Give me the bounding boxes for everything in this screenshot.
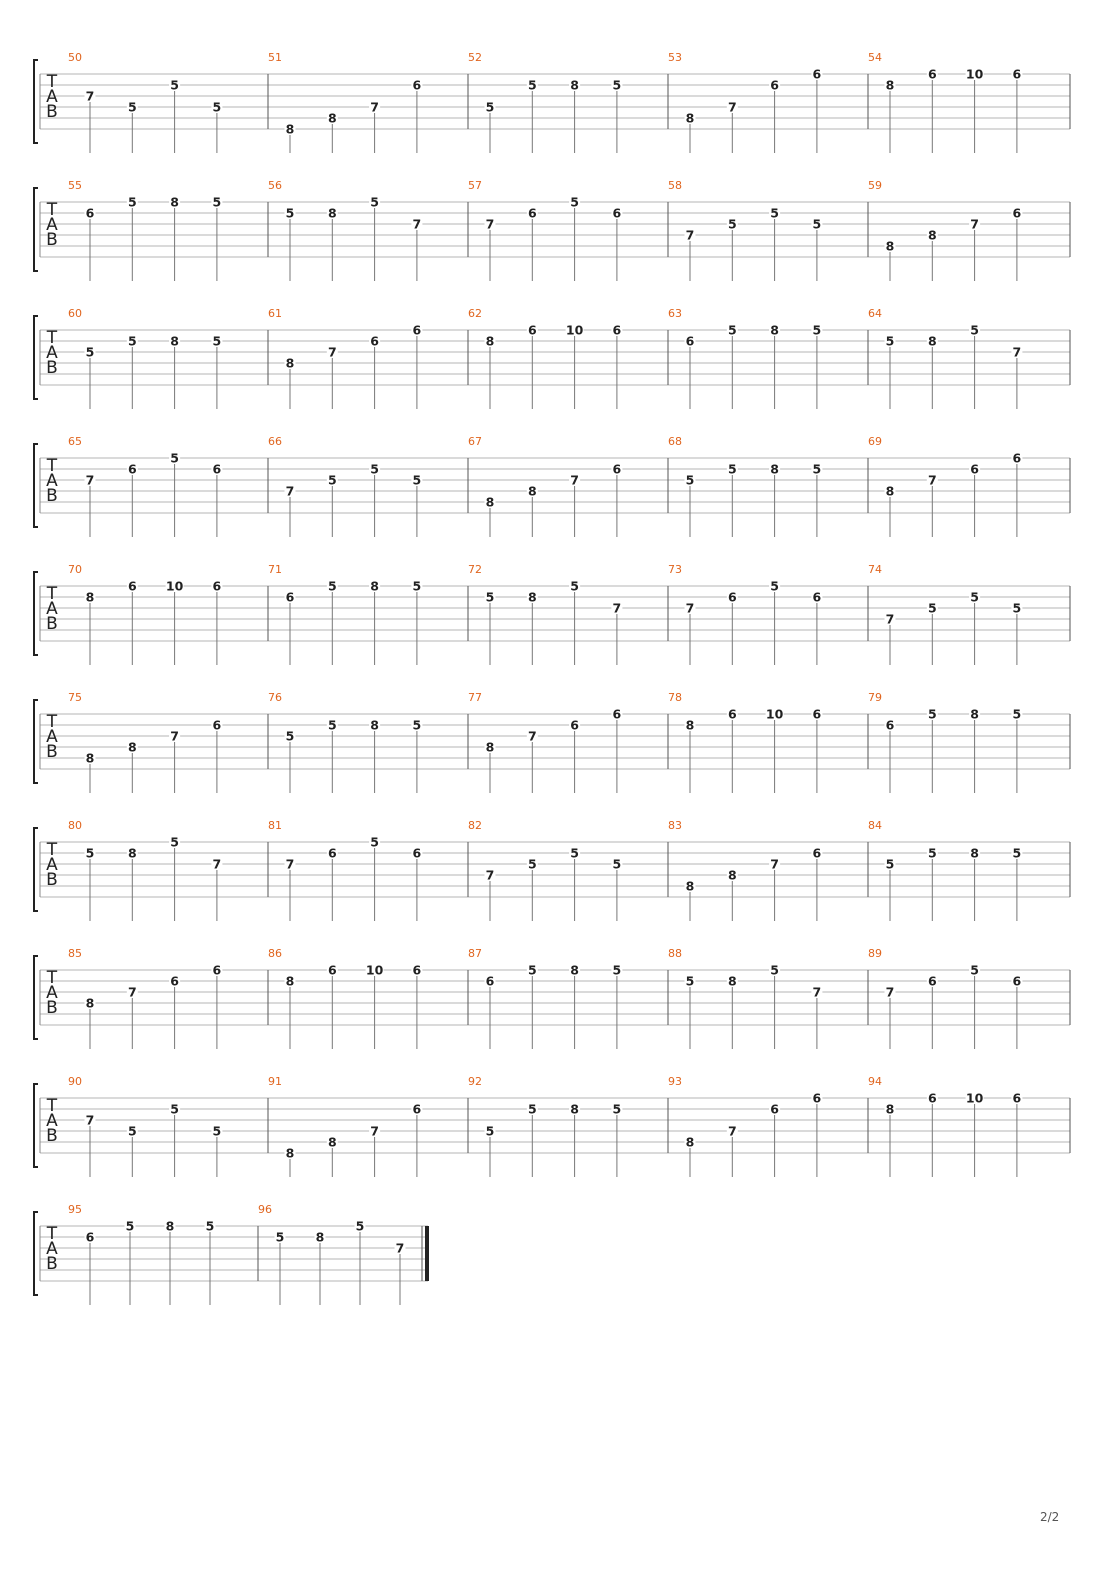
fret-number: 7 — [1012, 344, 1022, 360]
fret-number: 8 — [85, 995, 95, 1011]
system-bracket — [34, 444, 38, 527]
fret-number: 6 — [685, 333, 695, 349]
fret-number: 8 — [527, 483, 537, 499]
fret-number: 6 — [412, 1101, 422, 1117]
fret-number: 6 — [927, 973, 937, 989]
fret-number: 6 — [1012, 973, 1022, 989]
fret-number: 7 — [527, 728, 537, 744]
measure-number: 96 — [258, 1203, 272, 1216]
fret-number: 7 — [727, 99, 737, 115]
tab-clef-letter: A — [46, 343, 58, 363]
fret-number: 5 — [212, 99, 222, 115]
measure-number: 94 — [868, 1075, 882, 1088]
measure-number: 90 — [68, 1075, 82, 1088]
fret-number: 5 — [485, 99, 495, 115]
fret-number: 5 — [812, 216, 822, 232]
fret-number: 6 — [927, 66, 937, 82]
tab-system — [34, 819, 1070, 921]
fret-number: 5 — [927, 600, 937, 616]
measure-number: 70 — [68, 563, 82, 576]
fret-number: 5 — [127, 99, 137, 115]
tab-clef-letter: B — [46, 230, 58, 250]
tab-clef-letter: A — [46, 855, 58, 875]
measure-number: 88 — [668, 947, 682, 960]
fret-number: 6 — [812, 66, 822, 82]
fret-number: 6 — [727, 706, 737, 722]
fret-number: 8 — [327, 1134, 337, 1150]
fret-number: 5 — [212, 194, 222, 210]
fret-number: 5 — [205, 1218, 215, 1234]
measure-number: 75 — [68, 691, 82, 704]
measure-number: 64 — [868, 307, 882, 320]
measure-number: 69 — [868, 435, 882, 448]
fret-number: 6 — [327, 962, 337, 978]
measure-number: 73 — [668, 563, 682, 576]
tab-system — [34, 563, 1070, 665]
measure-number: 91 — [268, 1075, 282, 1088]
measure-number: 84 — [868, 819, 882, 832]
measure-number: 85 — [68, 947, 82, 960]
tab-clef-letter: B — [46, 102, 58, 122]
fret-number: 6 — [1012, 66, 1022, 82]
fret-number: 8 — [285, 973, 295, 989]
fret-number: 5 — [355, 1218, 365, 1234]
fret-number: 5 — [485, 589, 495, 605]
fret-number: 6 — [812, 589, 822, 605]
tab-system — [34, 691, 1070, 793]
fret-number: 5 — [527, 856, 537, 872]
fret-number: 8 — [165, 1218, 175, 1234]
fret-number: 7 — [885, 984, 895, 1000]
system-bracket — [34, 1084, 38, 1167]
system-bracket — [34, 188, 38, 271]
tab-clef-letter: T — [46, 1224, 58, 1244]
fret-number: 8 — [570, 962, 579, 978]
fret-number: 6 — [1012, 450, 1022, 466]
fret-number: 6 — [327, 845, 337, 861]
tab-system — [34, 947, 1070, 1049]
measure-number: 61 — [268, 307, 282, 320]
fret-number: 8 — [970, 706, 979, 722]
fret-number: 5 — [612, 77, 622, 93]
fret-number: 7 — [770, 856, 779, 872]
fret-number: 5 — [125, 1218, 135, 1234]
fret-number: 5 — [370, 194, 379, 210]
fret-number: 7 — [327, 344, 337, 360]
fret-number: 6 — [770, 1101, 779, 1117]
measure-number: 82 — [468, 819, 482, 832]
fret-number: 7 — [570, 472, 579, 488]
fret-number: 6 — [412, 77, 422, 93]
fret-number: 7 — [485, 867, 495, 883]
tab-clef-letter: A — [46, 727, 58, 747]
fret-number: 8 — [927, 227, 937, 243]
fret-number: 8 — [970, 845, 979, 861]
fret-number: 7 — [212, 856, 222, 872]
page-number: 2/2 — [1040, 1510, 1060, 1524]
fret-number: 6 — [612, 706, 622, 722]
fret-number: 8 — [285, 1145, 295, 1161]
measure-number: 86 — [268, 947, 282, 960]
fret-number: 8 — [127, 845, 137, 861]
measure-number: 52 — [468, 51, 482, 64]
fret-number: 5 — [970, 589, 979, 605]
fret-number: 8 — [370, 717, 379, 733]
final-barline-thick — [425, 1226, 429, 1281]
tab-clef-letter: B — [46, 1126, 58, 1146]
fret-number: 5 — [370, 834, 379, 850]
fret-number: 10 — [965, 66, 984, 82]
tab-clef-letter: A — [46, 87, 58, 107]
fret-number: 6 — [127, 461, 137, 477]
fret-number: 5 — [970, 322, 979, 338]
measure-number: 65 — [68, 435, 82, 448]
fret-number: 5 — [727, 461, 737, 477]
fret-number: 7 — [85, 1112, 95, 1128]
system-bracket — [34, 316, 38, 399]
tab-clef-letter: B — [46, 870, 58, 890]
fret-number: 8 — [685, 878, 695, 894]
tab-system — [34, 179, 1070, 281]
tab-clef-letter: B — [46, 998, 58, 1018]
fret-number: 7 — [812, 984, 822, 1000]
measure-number: 56 — [268, 179, 282, 192]
fret-number: 5 — [685, 973, 695, 989]
measure-number: 53 — [668, 51, 682, 64]
fret-number: 5 — [370, 461, 379, 477]
tab-clef-letter: T — [46, 72, 58, 92]
fret-number: 7 — [285, 483, 295, 499]
measure-number: 58 — [668, 179, 682, 192]
fret-number: 8 — [127, 739, 137, 755]
fret-number: 8 — [727, 867, 737, 883]
measure-number: 93 — [668, 1075, 682, 1088]
tab-clef-letter: A — [46, 599, 58, 619]
measure-number: 57 — [468, 179, 482, 192]
fret-number: 6 — [285, 589, 295, 605]
tab-clef-letter: B — [46, 614, 58, 634]
measure-number: 87 — [468, 947, 482, 960]
measure-number: 50 — [68, 51, 82, 64]
fret-number: 5 — [212, 1123, 222, 1139]
fret-number: 5 — [127, 333, 137, 349]
fret-number: 6 — [412, 322, 422, 338]
measure-number: 81 — [268, 819, 282, 832]
fret-number: 6 — [770, 77, 779, 93]
fret-number: 8 — [885, 238, 895, 254]
fret-number: 6 — [85, 205, 95, 221]
fret-number: 5 — [812, 322, 822, 338]
fret-number: 5 — [412, 472, 422, 488]
fret-number: 7 — [927, 472, 937, 488]
fret-number: 5 — [85, 344, 95, 360]
fret-number: 6 — [612, 461, 622, 477]
fret-number: 5 — [885, 856, 895, 872]
fret-number: 5 — [327, 578, 337, 594]
fret-number: 8 — [170, 333, 179, 349]
fret-number: 5 — [327, 472, 337, 488]
fret-number: 7 — [685, 600, 695, 616]
fret-number: 6 — [570, 717, 579, 733]
fret-number: 8 — [485, 333, 495, 349]
fret-number: 5 — [527, 77, 537, 93]
fret-number: 6 — [527, 205, 537, 221]
fret-number: 5 — [275, 1229, 285, 1245]
tab-system — [34, 307, 1070, 409]
measure-number: 59 — [868, 179, 882, 192]
fret-number: 5 — [527, 1101, 537, 1117]
fret-number: 5 — [170, 1101, 179, 1117]
fret-number: 8 — [685, 717, 695, 733]
fret-number: 6 — [812, 845, 822, 861]
system-bracket — [34, 1212, 38, 1295]
fret-number: 8 — [885, 483, 895, 499]
fret-number: 5 — [412, 717, 422, 733]
measure-number: 95 — [68, 1203, 82, 1216]
fret-number: 5 — [770, 962, 779, 978]
fret-number: 8 — [885, 77, 895, 93]
measure-number: 60 — [68, 307, 82, 320]
fret-number: 8 — [485, 739, 495, 755]
fret-number: 5 — [612, 962, 622, 978]
fret-number: 7 — [395, 1240, 405, 1256]
fret-number: 8 — [285, 355, 295, 371]
fret-number: 5 — [727, 216, 737, 232]
fret-number: 8 — [315, 1229, 325, 1245]
tab-system — [34, 435, 1070, 537]
fret-number: 5 — [970, 962, 979, 978]
fret-number: 6 — [612, 205, 622, 221]
fret-number: 7 — [727, 1123, 737, 1139]
fret-number: 5 — [412, 578, 422, 594]
tab-clef-letter: T — [46, 712, 58, 732]
tab-clef-letter: T — [46, 328, 58, 348]
fret-number: 5 — [1012, 706, 1022, 722]
fret-number: 5 — [570, 194, 579, 210]
tab-clef-letter: T — [46, 584, 58, 604]
tab-clef-letter: T — [46, 968, 58, 988]
fret-number: 5 — [570, 845, 579, 861]
fret-number: 10 — [165, 578, 184, 594]
system-bracket — [34, 700, 38, 783]
fret-number: 5 — [927, 706, 937, 722]
fret-number: 8 — [570, 1101, 579, 1117]
measure-number: 51 — [268, 51, 282, 64]
fret-number: 8 — [527, 589, 537, 605]
fret-number: 6 — [885, 717, 895, 733]
measure-number: 54 — [868, 51, 882, 64]
fret-number: 7 — [170, 728, 179, 744]
fret-number: 5 — [1012, 600, 1022, 616]
system-bracket — [34, 60, 38, 143]
fret-number: 7 — [685, 227, 695, 243]
fret-number: 7 — [885, 611, 895, 627]
measure-number: 67 — [468, 435, 482, 448]
measure-number: 71 — [268, 563, 282, 576]
tab-clef-letter: A — [46, 983, 58, 1003]
fret-number: 6 — [370, 333, 379, 349]
fret-number: 6 — [212, 717, 222, 733]
fret-number: 8 — [927, 333, 937, 349]
fret-number: 8 — [327, 110, 337, 126]
fret-number: 5 — [170, 450, 179, 466]
measure-number: 78 — [668, 691, 682, 704]
measure-number: 63 — [668, 307, 682, 320]
fret-number: 7 — [485, 216, 495, 232]
fret-number: 6 — [485, 973, 495, 989]
fret-number: 7 — [285, 856, 295, 872]
fret-number: 8 — [685, 1134, 695, 1150]
fret-number: 8 — [370, 578, 379, 594]
measure-number: 83 — [668, 819, 682, 832]
measure-number: 79 — [868, 691, 882, 704]
fret-number: 5 — [127, 194, 137, 210]
fret-number: 5 — [727, 322, 737, 338]
fret-number: 6 — [812, 706, 822, 722]
fret-number: 8 — [685, 110, 695, 126]
tab-clef-letter: A — [46, 1239, 58, 1259]
measure-number: 77 — [468, 691, 482, 704]
fret-number: 5 — [927, 845, 937, 861]
fret-number: 6 — [1012, 205, 1022, 221]
measure-number: 72 — [468, 563, 482, 576]
fret-number: 7 — [85, 472, 95, 488]
fret-number: 7 — [85, 88, 95, 104]
fret-number: 5 — [685, 472, 695, 488]
tab-system — [34, 1203, 429, 1305]
measure-number: 92 — [468, 1075, 482, 1088]
fret-number: 7 — [970, 216, 979, 232]
fret-number: 7 — [370, 99, 379, 115]
fret-number: 10 — [365, 962, 384, 978]
fret-number: 8 — [170, 194, 179, 210]
fret-number: 8 — [770, 461, 779, 477]
fret-number: 10 — [765, 706, 784, 722]
fret-number: 7 — [370, 1123, 379, 1139]
measure-number: 66 — [268, 435, 282, 448]
fret-number: 6 — [727, 589, 737, 605]
fret-number: 10 — [565, 322, 584, 338]
fret-number: 5 — [170, 77, 179, 93]
fret-number: 6 — [1012, 1090, 1022, 1106]
fret-number: 5 — [170, 834, 179, 850]
measure-number: 55 — [68, 179, 82, 192]
fret-number: 6 — [170, 973, 179, 989]
tab-clef-letter: T — [46, 1096, 58, 1116]
fret-number: 5 — [885, 333, 895, 349]
measure-number: 80 — [68, 819, 82, 832]
tab-system — [34, 1075, 1070, 1177]
fret-number: 8 — [727, 973, 737, 989]
fret-number: 7 — [412, 216, 422, 232]
fret-number: 6 — [527, 322, 537, 338]
fret-number: 5 — [1012, 845, 1022, 861]
fret-number: 5 — [127, 1123, 137, 1139]
fret-number: 5 — [770, 578, 779, 594]
fret-number: 5 — [327, 717, 337, 733]
tab-clef-letter: B — [46, 486, 58, 506]
fret-number: 8 — [570, 77, 579, 93]
fret-number: 5 — [812, 461, 822, 477]
fret-number: 7 — [612, 600, 622, 616]
tab-clef-letter: T — [46, 200, 58, 220]
fret-number: 5 — [85, 845, 95, 861]
fret-number: 6 — [612, 322, 622, 338]
fret-number: 6 — [812, 1090, 822, 1106]
fret-number: 8 — [285, 121, 295, 137]
fret-number: 5 — [285, 205, 295, 221]
system-bracket — [34, 956, 38, 1039]
fret-number: 5 — [212, 333, 222, 349]
tab-clef-letter: A — [46, 471, 58, 491]
tab-clef-letter: B — [46, 358, 58, 378]
fret-number: 10 — [965, 1090, 984, 1106]
measure-number: 62 — [468, 307, 482, 320]
tab-clef-letter: T — [46, 456, 58, 476]
fret-number: 8 — [85, 750, 95, 766]
tab-clef-letter: B — [46, 742, 58, 762]
fret-number: 6 — [212, 578, 222, 594]
fret-number: 6 — [212, 461, 222, 477]
fret-number: 5 — [485, 1123, 495, 1139]
fret-number: 8 — [770, 322, 779, 338]
fret-number: 5 — [770, 205, 779, 221]
fret-number: 6 — [412, 962, 422, 978]
system-bracket — [34, 828, 38, 911]
fret-number: 6 — [85, 1229, 95, 1245]
fret-number: 6 — [970, 461, 979, 477]
fret-number: 6 — [412, 845, 422, 861]
fret-number: 5 — [570, 578, 579, 594]
tab-clef-letter: A — [46, 215, 58, 235]
tab-system — [34, 51, 1070, 153]
fret-number: 7 — [127, 984, 137, 1000]
measure-number: 68 — [668, 435, 682, 448]
fret-number: 8 — [327, 205, 337, 221]
system-bracket — [34, 572, 38, 655]
fret-number: 5 — [527, 962, 537, 978]
fret-number: 6 — [927, 1090, 937, 1106]
fret-number: 6 — [212, 962, 222, 978]
fret-number: 5 — [612, 1101, 622, 1117]
fret-number: 5 — [612, 856, 622, 872]
tab-clef-letter: T — [46, 840, 58, 860]
measure-number: 89 — [868, 947, 882, 960]
tab-clef-letter: A — [46, 1111, 58, 1131]
fret-number: 8 — [85, 589, 95, 605]
measure-number: 76 — [268, 691, 282, 704]
fret-number: 8 — [885, 1101, 895, 1117]
fret-number: 6 — [127, 578, 137, 594]
fret-number: 8 — [485, 494, 495, 510]
tab-clef-letter: B — [46, 1254, 58, 1274]
measure-number: 74 — [868, 563, 882, 576]
fret-number: 5 — [285, 728, 295, 744]
